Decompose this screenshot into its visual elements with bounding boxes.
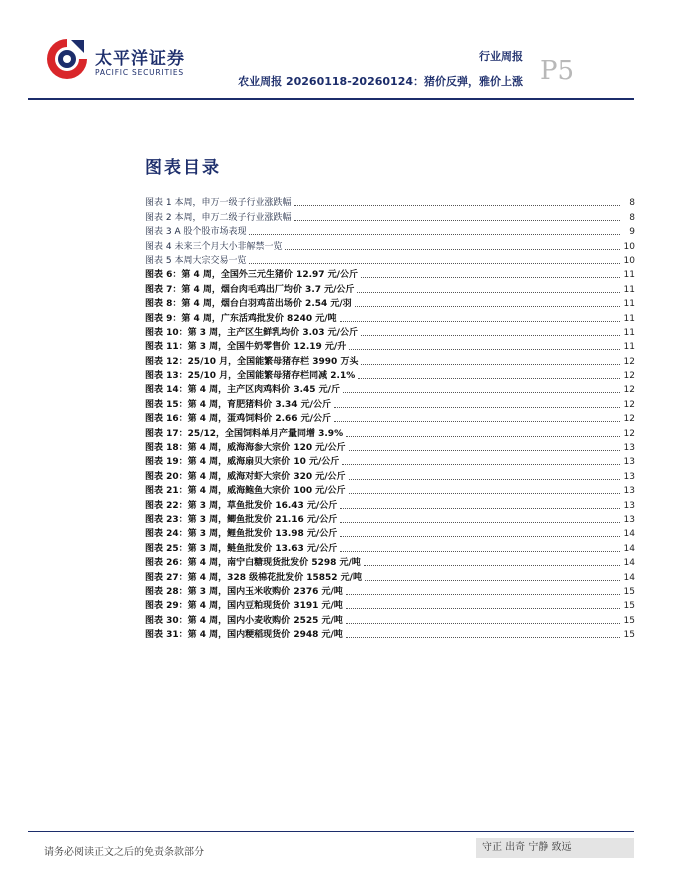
toc-entry-page[interactable]: 12 xyxy=(623,385,635,396)
toc-dot-leader xyxy=(334,407,620,408)
toc-entry-label[interactable]: 图表 4 未来三个月大小非解禁一览 xyxy=(145,241,283,252)
toc-entry[interactable] xyxy=(145,281,635,295)
toc-entry-label[interactable]: 图表 11：第 3 周，全国牛奶零售价 12.19 元/升 xyxy=(145,342,347,353)
toc-dot-leader xyxy=(358,378,620,379)
toc-entry[interactable] xyxy=(145,497,635,511)
toc-dot-leader xyxy=(249,234,620,235)
toc-dot-leader xyxy=(346,623,620,624)
header-divider xyxy=(28,98,634,100)
toc-entry-label[interactable]: 图表 12：25/10 月，全国能繁母猪存栏 3990 万头 xyxy=(145,356,359,367)
toc-entry[interactable] xyxy=(145,411,635,425)
toc-dot-leader xyxy=(334,421,620,422)
toc-entry-label[interactable]: 图表 18：第 4 周，威海海参大宗价 120 元/公斤 xyxy=(145,443,346,454)
toc-entry-page[interactable]: 11 xyxy=(623,327,635,338)
toc-entry-label[interactable]: 图表 17：25/12，全国饲料单月产量同增 3.9% xyxy=(145,428,344,439)
toc-entry-page[interactable]: 12 xyxy=(623,371,635,382)
toc-entry[interactable] xyxy=(145,396,635,410)
toc-entry[interactable] xyxy=(145,468,635,482)
toc-entry-label[interactable]: 图表 1 本周，申万一级子行业涨跌幅 xyxy=(145,198,292,209)
toc-entry[interactable] xyxy=(145,296,635,310)
toc-entry-label[interactable]: 图表 7：第 4 周，烟台肉毛鸡出厂均价 3.7 元/公斤 xyxy=(145,284,355,295)
toc-dot-leader xyxy=(361,335,620,336)
toc-entry-label[interactable]: 图表 24：第 3 周，鲤鱼批发价 13.98 元/公斤 xyxy=(145,529,338,540)
toc-entry-label[interactable]: 图表 30：第 4 周，国内小麦收购价 2525 元/吨 xyxy=(145,615,343,626)
toc-entry-page[interactable]: 10 xyxy=(623,255,635,266)
toc-entry-page[interactable]: 14 xyxy=(623,572,635,583)
toc-dot-leader xyxy=(349,349,620,350)
toc-dot-leader xyxy=(249,263,620,264)
toc-heading: 图表目录 xyxy=(145,158,221,178)
toc-entry-label[interactable]: 图表 29：第 4 周，国内豆粕现货价 3191 元/吨 xyxy=(145,601,343,612)
toc-entry[interactable] xyxy=(145,224,635,238)
page-number: P5 xyxy=(540,56,575,86)
toc-entry-label[interactable]: 图表 5 本周大宗交易一览 xyxy=(145,255,247,266)
toc-dot-leader xyxy=(349,493,620,494)
toc-entry-page[interactable]: 10 xyxy=(623,241,635,252)
toc-entry-page[interactable]: 12 xyxy=(623,356,635,367)
toc-entry-label[interactable]: 图表 19：第 4 周，威海扇贝大宗价 10 元/公斤 xyxy=(145,457,340,468)
pacific-securities-logo-icon xyxy=(44,36,90,82)
toc-dot-leader xyxy=(340,321,620,322)
figure-toc-list xyxy=(145,195,635,641)
toc-entry[interactable] xyxy=(145,382,635,396)
toc-entry-page[interactable]: 12 xyxy=(623,399,635,410)
toc-dot-leader xyxy=(349,450,620,451)
toc-entry-page[interactable]: 14 xyxy=(623,529,635,540)
toc-entry-label[interactable]: 图表 10：第 3 周，主产区生鲜乳均价 3.03 元/公斤 xyxy=(145,327,358,338)
toc-entry[interactable] xyxy=(145,612,635,626)
toc-dot-leader xyxy=(340,508,620,509)
toc-entry-page[interactable]: 11 xyxy=(623,299,635,310)
toc-entry[interactable] xyxy=(145,238,635,252)
toc-entry-label[interactable]: 图表 27：第 4 周，328 级棉花批发价 15852 元/吨 xyxy=(145,572,362,583)
toc-entry[interactable] xyxy=(145,555,635,569)
toc-entry-label[interactable]: 图表 28：第 3 周，国内玉米收购价 2376 元/吨 xyxy=(145,586,343,597)
toc-dot-leader xyxy=(346,608,620,609)
toc-entry-page[interactable]: 11 xyxy=(623,313,635,324)
toc-dot-leader xyxy=(294,220,620,221)
toc-entry-label[interactable]: 图表 23：第 3 周，鲫鱼批发价 21.16 元/公斤 xyxy=(145,514,338,525)
toc-entry-page[interactable]: 13 xyxy=(623,500,635,511)
toc-entry[interactable] xyxy=(145,253,635,267)
toc-dot-leader xyxy=(346,594,620,595)
toc-entry[interactable] xyxy=(145,267,635,281)
toc-entry-label[interactable]: 图表 21：第 4 周，威海鲍鱼大宗价 100 元/公斤 xyxy=(145,486,346,497)
toc-entry-page[interactable]: 15 xyxy=(623,586,635,597)
toc-entry-label[interactable]: 图表 25：第 3 周，鲢鱼批发价 13.63 元/公斤 xyxy=(145,543,338,554)
toc-dot-leader xyxy=(364,565,620,566)
toc-entry[interactable] xyxy=(145,339,635,353)
toc-entry-label[interactable]: 图表 16：第 4 周，蛋鸡饲料价 2.66 元/公斤 xyxy=(145,414,331,425)
toc-entry[interactable] xyxy=(145,540,635,554)
toc-entry[interactable] xyxy=(145,526,635,540)
toc-entry[interactable] xyxy=(145,195,635,209)
toc-dot-leader xyxy=(343,392,620,393)
toc-entry-label[interactable]: 图表 20：第 4 周，威海对虾大宗价 320 元/公斤 xyxy=(145,471,346,482)
toc-entry-label[interactable]: 图表 15：第 4 周，育肥猪料价 3.34 元/公斤 xyxy=(145,399,331,410)
toc-entry-label[interactable]: 图表 8：第 4 周，烟台白羽鸡苗出场价 2.54 元/羽 xyxy=(145,299,352,310)
toc-entry-label[interactable]: 图表 3 A 股个股市场表现 xyxy=(145,227,247,238)
toc-entry[interactable] xyxy=(145,483,635,497)
toc-entry[interactable] xyxy=(145,209,635,223)
toc-entry-page[interactable]: 12 xyxy=(623,414,635,425)
toc-entry-page[interactable]: 11 xyxy=(623,270,635,281)
toc-entry-label[interactable]: 图表 9：第 4 周，广东活鸡批发价 8240 元/吨 xyxy=(145,313,337,324)
toc-dot-leader xyxy=(349,479,620,480)
toc-entry-page[interactable]: 8 xyxy=(629,212,635,223)
toc-entry-label[interactable]: 图表 31：第 4 周，国内粳稻现货价 2948 元/吨 xyxy=(145,630,343,641)
toc-entry[interactable] xyxy=(145,584,635,598)
brand-name-en: PACIFIC SECURITIES xyxy=(95,68,184,77)
toc-dot-leader xyxy=(285,249,620,250)
toc-entry-label[interactable]: 图表 6：第 4 周，全国外三元生猪价 12.97 元/公斤 xyxy=(145,270,358,281)
toc-entry-label[interactable]: 图表 13：25/10 月，全国能繁母猪存栏同减 2.1% xyxy=(145,371,356,382)
toc-entry[interactable] xyxy=(145,425,635,439)
page-header xyxy=(0,0,681,104)
toc-entry-label[interactable]: 图表 22：第 3 周，草鱼批发价 16.43 元/公斤 xyxy=(145,500,338,511)
toc-dot-leader xyxy=(365,580,620,581)
toc-entry-page[interactable]: 11 xyxy=(623,284,635,295)
toc-entry-label[interactable]: 图表 26：第 4 周，南宁白糖现货批发价 5298 元/吨 xyxy=(145,558,361,569)
toc-entry-page[interactable]: 8 xyxy=(629,198,635,209)
toc-entry[interactable] xyxy=(145,325,635,339)
toc-dot-leader xyxy=(361,364,620,365)
toc-entry-page[interactable]: 13 xyxy=(623,486,635,497)
toc-entry-page[interactable]: 13 xyxy=(623,457,635,468)
toc-entry[interactable] xyxy=(145,598,635,612)
toc-entry-page[interactable]: 13 xyxy=(623,471,635,482)
toc-entry[interactable] xyxy=(145,353,635,367)
report-type: 行业周报 xyxy=(479,50,523,63)
toc-entry-label[interactable]: 图表 2 本周，申万二级子行业涨跌幅 xyxy=(145,212,292,223)
toc-entry-page[interactable]: 15 xyxy=(623,601,635,612)
toc-entry-page[interactable]: 13 xyxy=(623,443,635,454)
toc-dot-leader xyxy=(361,277,620,278)
toc-dot-leader xyxy=(357,292,620,293)
toc-entry-page[interactable]: 15 xyxy=(623,630,635,641)
toc-dot-leader xyxy=(346,436,620,437)
toc-entry[interactable] xyxy=(145,310,635,324)
toc-dot-leader xyxy=(340,536,620,537)
toc-entry-page[interactable]: 9 xyxy=(629,227,635,238)
toc-entry[interactable] xyxy=(145,454,635,468)
report-title: 农业周报 20260118-20260124：猪价反弹，雅价上涨 xyxy=(238,75,523,88)
toc-dot-leader xyxy=(294,205,620,206)
toc-entry-page[interactable]: 12 xyxy=(623,428,635,439)
toc-entry[interactable] xyxy=(145,627,635,641)
toc-entry[interactable] xyxy=(145,569,635,583)
toc-dot-leader xyxy=(340,551,620,552)
toc-dot-leader xyxy=(346,637,620,638)
toc-dot-leader xyxy=(340,522,620,523)
toc-dot-leader xyxy=(355,306,620,307)
footer-disclaimer: 请务必阅读正文之后的免责条款部分 xyxy=(44,847,204,858)
brand-name-cn: 太平洋证券 xyxy=(95,49,185,69)
toc-entry-page[interactable]: 15 xyxy=(623,615,635,626)
toc-dot-leader xyxy=(342,464,620,465)
toc-entry[interactable] xyxy=(145,440,635,454)
toc-entry-page[interactable]: 13 xyxy=(623,514,635,525)
toc-entry-label[interactable]: 图表 14：第 4 周，主产区肉鸡料价 3.45 元/斤 xyxy=(145,385,340,396)
toc-entry-page[interactable]: 14 xyxy=(623,543,635,554)
footer-motto: 守正 出奇 宁静 致远 xyxy=(476,838,634,858)
toc-entry-page[interactable]: 11 xyxy=(623,342,635,353)
toc-entry[interactable] xyxy=(145,368,635,382)
toc-entry-page[interactable]: 14 xyxy=(623,558,635,569)
footer-divider xyxy=(28,831,634,832)
toc-entry[interactable] xyxy=(145,512,635,526)
